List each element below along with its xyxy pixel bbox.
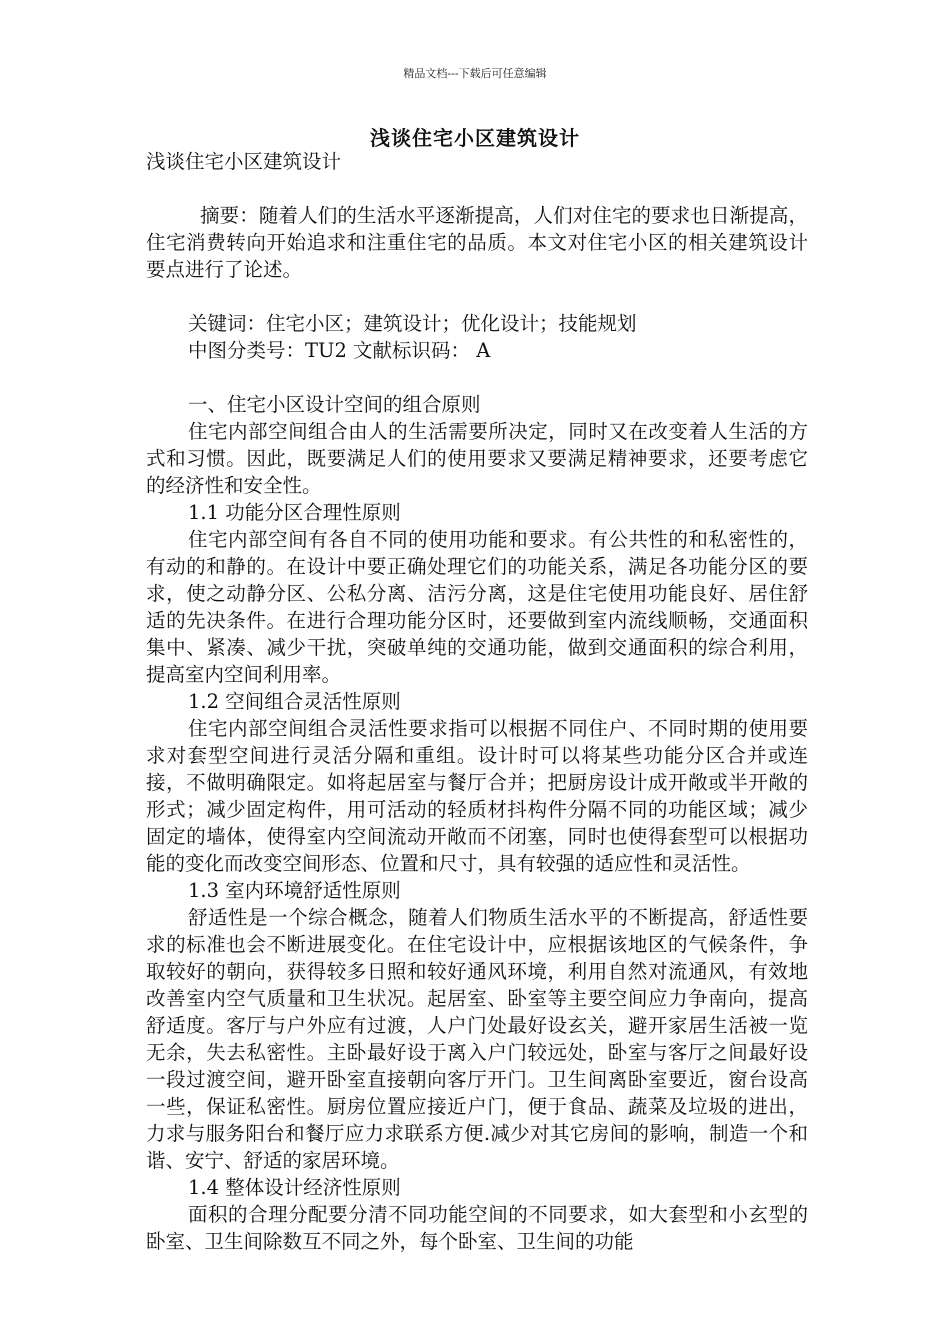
classification-line: 中图分类号：TU2 文献标识码： A bbox=[188, 339, 491, 362]
document-title: 浅谈住宅小区建筑设计 bbox=[370, 126, 580, 150]
body-paragraph: 面积的合理分配要分清不同功能空间的不同要求，如大套型和小玄型的卧室、卫生间除数互不同之外，每个卧室、卫生间的功能 bbox=[146, 1203, 808, 1253]
section-heading: 1.1 功能分区合理性原则 bbox=[188, 501, 401, 524]
body-paragraph: 住宅内部空间组合由人的生活需要所决定，同时又在改变着人生活的方式和习惯。因此，既要满足人们的使用要求又要满足精神要求，还要考虑它的经济性和安全性。 bbox=[146, 420, 808, 497]
keywords-line: 关键词：住宅小区；建筑设计；优化设计；技能规划 bbox=[188, 312, 637, 335]
section-heading: 一、住宅小区设计空间的组合原则 bbox=[188, 393, 481, 416]
body-paragraph: 舒适性是一个综合概念，随着人们物质生活水平的不断提高，舒适性要求的标准也会不断进展变化。在住宅设计中，应根据该地区的气候条件，争取较好的朝向，获得较多日照和较好通风环境，利用自然对流通风，有效地改善室内空气质量和卫生状况。起居室、卧室等主要空间应力争南向，提高舒适度。客厅与户外应有过渡，人户门处最好设玄关，避开家居生活被一览无余，失去私密性。主卧最好设于离入户门较远处，卧室与客厅之间最好设一段过渡空间，避开卧室直接朝向客厅开门。卫生间离卧室要近，窗台设高一些，保证私密性。厨房位置应接近户门，便于食品、蔬菜及垃圾的进出，力求与服务阳台和餐厅应力求联系方便.减少对其它房间的影响，制造一个和谐、安宁、舒适的家居环境。 bbox=[146, 906, 808, 1172]
section-heading: 1.2 空间组合灵活性原则 bbox=[188, 690, 401, 713]
body-paragraph: 住宅内部空间有各自不同的使用功能和要求。有公共性的和私密性的，有动的和静的。在设计中要正确处理它们的功能关系，满足各功能分区的要求，使之动静分区、公私分离、洁污分离，这是住宅使用功能良好、居住舒适的先决条件。在进行合理功能分区时，还要做到室内流线顺畅，交通面积集中、紧凑、减少干扰，突破单纯的交通功能，做到交通面积的综合利用，提高室内空间利用率。 bbox=[146, 528, 808, 686]
spacer bbox=[146, 283, 808, 310]
spacer bbox=[146, 175, 808, 202]
abstract-paragraph: 摘要：随着人们的生活水平逐渐提高，人们对住宅的要求也日渐提高，住宅消费转向开始追求和注重住宅的品质。本文对住宅小区的相关建筑设计要点进行了论述。 bbox=[146, 204, 808, 281]
header-note: 精品文档---下载后可任意编辑 bbox=[403, 67, 547, 80]
body-paragraph: 住宅内部空间组合灵活性要求指可以根据不同住户、不同时期的使用要求对套型空间进行灵活分隔和重组。设计时可以将某些功能分区合并或连接，不做明确限定。如将起居室与餐厅合并；把厨房设计成开敞或半开敞的形式；减少固定构件，用可活动的轻质材抖构件分隔不同的功能区域；减少固定的墙体，使得室内空间流动开敞而不闭塞，同时也使得套型可以根据功能的变化而改变空间形态、位置和尺寸，具有较强的适应性和灵活性。 bbox=[146, 717, 808, 875]
document-body bbox=[146, 148, 808, 1255]
document-subtitle: 浅谈住宅小区建筑设计 bbox=[146, 150, 342, 173]
spacer bbox=[146, 364, 808, 391]
section-heading: 1.4 整体设计经济性原则 bbox=[188, 1176, 401, 1199]
section-heading: 1.3 室内环境舒适性原则 bbox=[188, 879, 401, 902]
